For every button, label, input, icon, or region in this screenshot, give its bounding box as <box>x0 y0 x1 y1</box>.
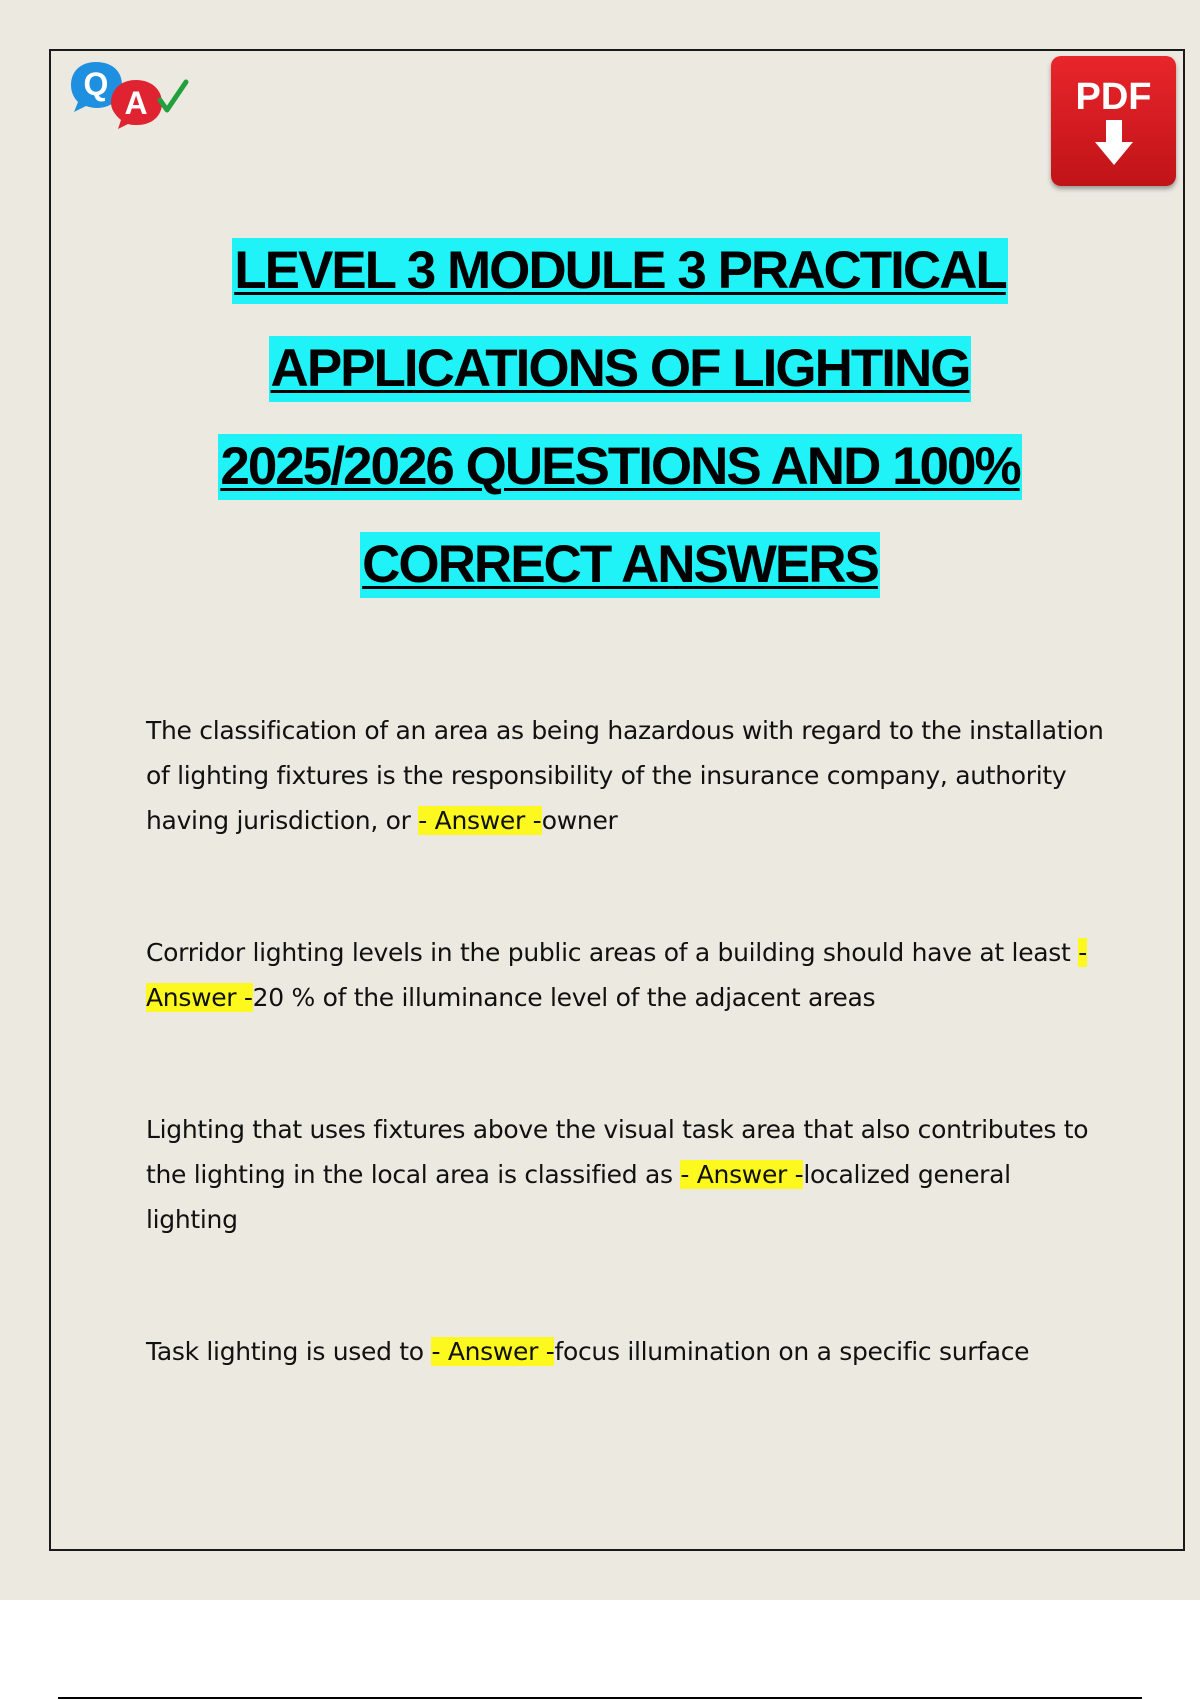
answer-marker: - Answer - <box>146 938 1087 1012</box>
logo-q-letter: Q <box>83 66 109 102</box>
answer-text: focus illumination on a specific surface <box>554 1337 1030 1366</box>
qa-item <box>146 708 1106 843</box>
pdf-label: PDF <box>1075 76 1152 118</box>
logo-a-letter: A <box>124 85 148 121</box>
qa-item <box>146 1107 1106 1242</box>
answer-marker: - Answer - <box>680 1160 804 1189</box>
qa-logo-icon <box>68 58 198 130</box>
title-line: CORRECT ANSWERS <box>90 532 1150 630</box>
question-text: Corridor lighting levels in the public areas of a building should have at least <box>146 938 1079 967</box>
qa-list <box>146 708 1106 1374</box>
qa-item <box>146 930 1106 1020</box>
qa-item <box>146 1329 1106 1374</box>
download-arrow-icon <box>1094 120 1134 166</box>
answer-text: owner <box>541 806 618 835</box>
pdf-download-button[interactable] <box>1051 56 1176 186</box>
answer-marker: - Answer - <box>431 1337 555 1366</box>
question-text: Lighting that uses fixtures above the visual task area that also contributes to the lighting in the local area is classified as <box>146 1115 1089 1189</box>
title-line: 2025/2026 QUESTIONS AND 100% <box>90 434 1150 532</box>
title-line: LEVEL 3 MODULE 3 PRACTICAL <box>90 238 1150 336</box>
document-title <box>90 238 1150 630</box>
question-text: Task lighting is used to <box>146 1337 432 1366</box>
answer-text: localized general lighting <box>146 1160 1011 1234</box>
title-line: APPLICATIONS OF LIGHTING <box>90 336 1150 434</box>
check-icon <box>160 82 186 110</box>
answer-marker: - Answer - <box>418 806 542 835</box>
answer-text: 20 % of the illuminance level of the adjacent areas <box>252 983 876 1012</box>
footer-divider <box>58 1697 1142 1699</box>
question-text: The classification of an area as being hazardous with regard to the installation of lighting fixtures is the responsibility of the insurance company, authority having jurisdiction, or <box>146 716 1104 835</box>
